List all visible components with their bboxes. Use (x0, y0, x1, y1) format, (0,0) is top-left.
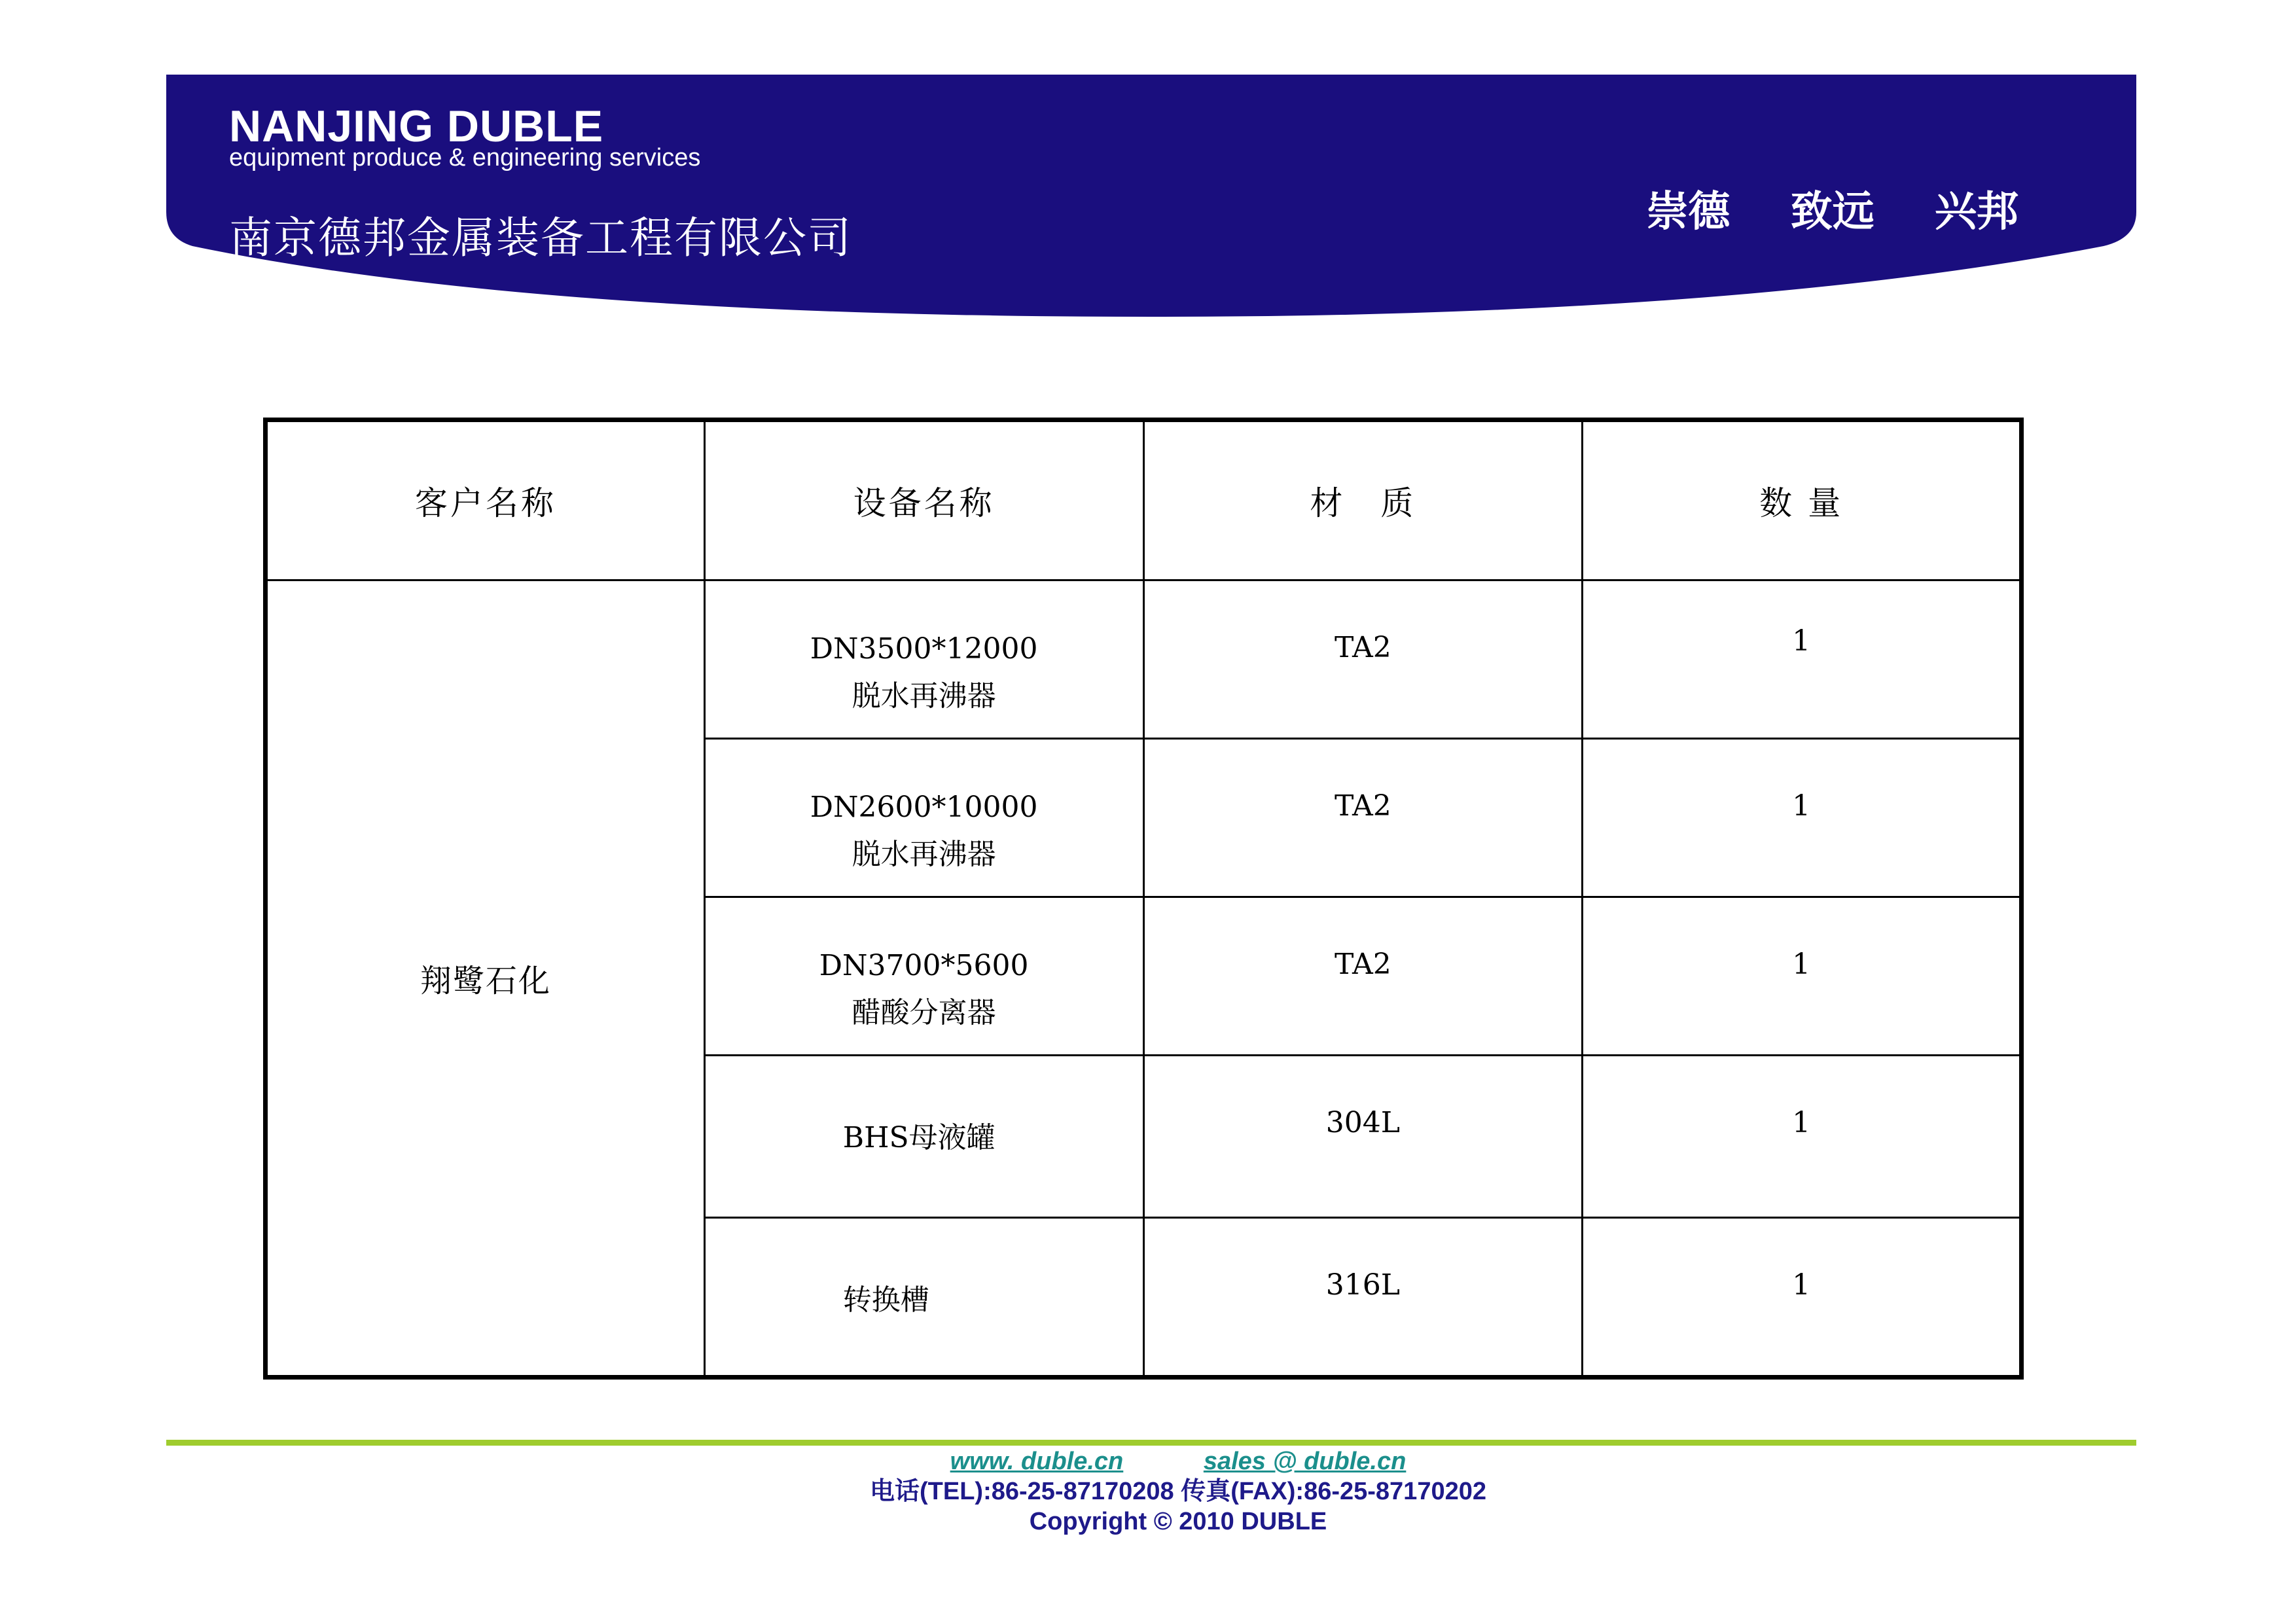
header-equipment: 设备名称 (704, 420, 1143, 580)
footer (0, 1446, 2296, 1537)
equipment-spec: 转换槽 (842, 1283, 929, 1317)
table-header-row (266, 420, 2022, 580)
equipment-spec: DN3500*12000 (810, 632, 1038, 666)
contact-line: 电话(TEL):86-25-87170208 传真(FAX):86-25-87170202 (870, 1478, 1486, 1505)
motto-word: 致远 (1790, 188, 1874, 236)
equipment-name-cell (704, 580, 1143, 739)
equipment-type: 脱水再沸器 (852, 837, 996, 871)
footer-divider (166, 1440, 2136, 1446)
header-banner (166, 75, 2136, 317)
footer-links (0, 1446, 2296, 1476)
material-cell: TA2 (1143, 739, 1583, 897)
equipment-spec: BHS母液罐 (842, 1120, 996, 1154)
table-row (266, 580, 2022, 739)
motto (1646, 178, 2018, 238)
quantity-cell: 1 (1583, 739, 2022, 897)
quantity-cell: 1 (1583, 1218, 2022, 1378)
equipment-type: 醋酸分离器 (852, 995, 996, 1029)
customer-cell: 翔鹭石化 (266, 580, 705, 1378)
header-customer: 客户名称 (266, 420, 705, 580)
equipment-name-cell (704, 1218, 1143, 1378)
equipment-spec: DN2600*10000 (810, 790, 1038, 824)
email-link[interactable]: sales @ duble.cn (1203, 1448, 1407, 1475)
brand-name: NANJING DUBLE (229, 101, 604, 151)
material-cell: 304L (1143, 1056, 1583, 1218)
material-cell: TA2 (1143, 897, 1583, 1056)
equipment-name-cell (704, 739, 1143, 897)
material-cell: 316L (1143, 1218, 1583, 1378)
equipment-name-cell (704, 897, 1143, 1056)
copyright: Copyright © 2010 DUBLE (1029, 1508, 1327, 1535)
company-name-cn: 南京德邦金属装备工程有限公司 (229, 213, 852, 263)
website-link[interactable]: www. duble.cn (950, 1448, 1124, 1475)
quantity-cell: 1 (1583, 1056, 2022, 1218)
motto-word: 兴邦 (1935, 188, 2018, 236)
header-quantity: 数 量 (1583, 420, 2022, 580)
quantity-cell: 1 (1583, 580, 2022, 739)
equipment-type: 脱水再沸器 (852, 679, 996, 713)
quantity-cell: 1 (1583, 897, 2022, 1056)
motto-word: 崇德 (1646, 188, 1731, 236)
equipment-name-cell (704, 1056, 1143, 1218)
header-material: 材 质 (1143, 420, 1583, 580)
equipment-table (263, 418, 2024, 1380)
equipment-spec: DN3700*5600 (819, 948, 1029, 982)
material-cell: TA2 (1143, 580, 1583, 739)
brand-subtitle: equipment produce & engineering services (229, 144, 701, 171)
